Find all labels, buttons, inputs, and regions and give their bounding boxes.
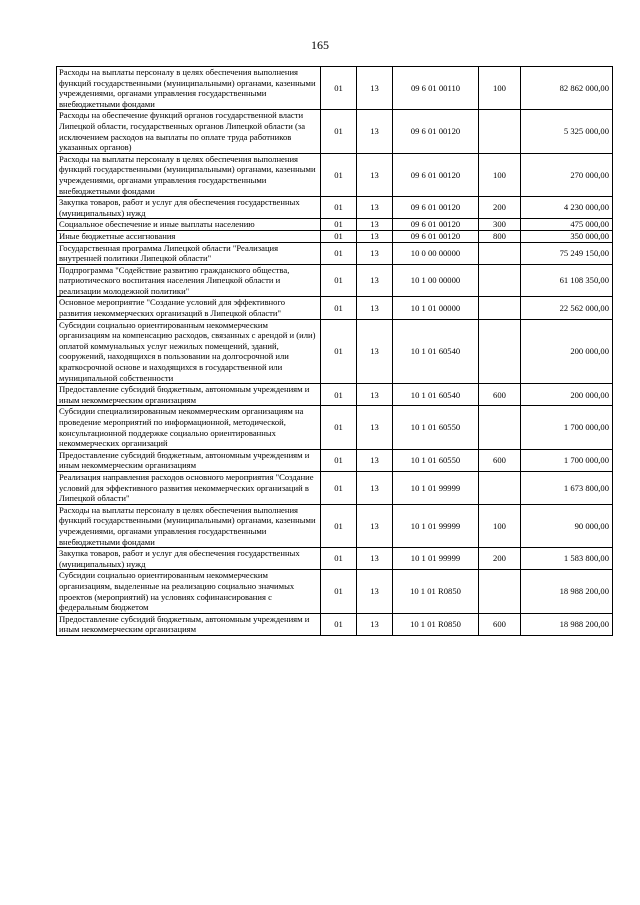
- row-expense-type: [479, 570, 521, 613]
- table-row: [57, 449, 613, 471]
- row-expense-type: 200: [479, 548, 521, 570]
- row-name: Субсидии социально ориентированным некоммерческим организациям на компенсацию расходов, связанных с арендой и (или) оплатой коммунальных услуг нежилых помещений, зданий, сооружений, находящихся в пользовании на долгосрочной или краткосрочной основе и находящихся в государственной или муниципальной собственности: [57, 319, 321, 384]
- row-name: Расходы на выплаты персоналу в целях обеспечения выполнения функций государственными (муниципальными) органами, казенными учреждениями, органами управления государственными внебюджетными фондами: [57, 504, 321, 547]
- row-amount: 4 230 000,00: [521, 197, 613, 219]
- row-expense-type: [479, 264, 521, 297]
- row-subsection: 13: [357, 297, 393, 319]
- row-subsection: 13: [357, 242, 393, 264]
- row-expense-type: 200: [479, 197, 521, 219]
- row-target-article: 09 6 01 00120: [393, 110, 479, 153]
- table-row: [57, 384, 613, 406]
- row-expense-type: [479, 319, 521, 384]
- row-section: 01: [321, 570, 357, 613]
- row-target-article: 10 1 01 60540: [393, 384, 479, 406]
- row-name: Основное мероприятие "Создание условий для эффективного развития некоммерческих организаций в Липецкой области": [57, 297, 321, 319]
- row-target-article: 09 6 01 00120: [393, 197, 479, 219]
- row-subsection: 13: [357, 384, 393, 406]
- row-expense-type: [479, 471, 521, 504]
- table-row: [57, 297, 613, 319]
- row-section: 01: [321, 406, 357, 449]
- row-amount: 90 000,00: [521, 504, 613, 547]
- row-expense-type: 100: [479, 504, 521, 547]
- table-row: [57, 471, 613, 504]
- row-amount: 1 700 000,00: [521, 406, 613, 449]
- row-name: Субсидии социально ориентированным некоммерческим организациям, выделенные на реализацию социально значимых проектов (мероприятий) на условиях софинансирования с федеральным бюджетом: [57, 570, 321, 613]
- row-amount: 18 988 200,00: [521, 613, 613, 635]
- row-name: Закупка товаров, работ и услуг для обеспечения государственных (муниципальных) нужд: [57, 548, 321, 570]
- row-amount: 475 000,00: [521, 219, 613, 231]
- table-row: [57, 504, 613, 547]
- row-subsection: 13: [357, 548, 393, 570]
- row-name: Расходы на выплаты персоналу в целях обеспечения выполнения функций государственными (муниципальными) органами, казенными учреждениями, органами управления государственными внебюджетными фондами: [57, 67, 321, 110]
- row-section: 01: [321, 264, 357, 297]
- row-target-article: 10 0 00 00000: [393, 242, 479, 264]
- row-amount: 1 700 000,00: [521, 449, 613, 471]
- row-subsection: 13: [357, 406, 393, 449]
- row-section: 01: [321, 297, 357, 319]
- table-row: [57, 153, 613, 196]
- row-name: Предоставление субсидий бюджетным, автономным учреждениям и иным некоммерческим организациям: [57, 384, 321, 406]
- row-name: Закупка товаров, работ и услуг для обеспечения государственных (муниципальных) нужд: [57, 197, 321, 219]
- table-row: [57, 67, 613, 110]
- table-row: [57, 264, 613, 297]
- row-target-article: 10 1 01 R0850: [393, 570, 479, 613]
- row-target-article: 09 6 01 00110: [393, 67, 479, 110]
- table-row: [57, 219, 613, 231]
- row-name: Социальное обеспечение и иные выплаты населению: [57, 219, 321, 231]
- row-subsection: 13: [357, 504, 393, 547]
- row-amount: 75 249 150,00: [521, 242, 613, 264]
- row-section: 01: [321, 504, 357, 547]
- row-section: 01: [321, 110, 357, 153]
- table-row: [57, 110, 613, 153]
- row-expense-type: 600: [479, 613, 521, 635]
- row-amount: 18 988 200,00: [521, 570, 613, 613]
- row-section: 01: [321, 613, 357, 635]
- row-subsection: 13: [357, 153, 393, 196]
- row-amount: 200 000,00: [521, 384, 613, 406]
- table-row: [57, 548, 613, 570]
- row-amount: 350 000,00: [521, 230, 613, 242]
- row-expense-type: 600: [479, 384, 521, 406]
- row-subsection: 13: [357, 197, 393, 219]
- row-name: Государственная программа Липецкой области "Реализация внутренней политики Липецкой области": [57, 242, 321, 264]
- row-target-article: 10 1 01 60540: [393, 319, 479, 384]
- row-name: Предоставление субсидий бюджетным, автономным учреждениям и иным некоммерческим организациям: [57, 449, 321, 471]
- row-section: 01: [321, 219, 357, 231]
- row-amount: 22 562 000,00: [521, 297, 613, 319]
- row-section: 01: [321, 67, 357, 110]
- row-name: Субсидии специализированным некоммерческим организациям на проведение мероприятий по информационной, методической, консультационной поддержке социально ориентированных некоммерческих организаций: [57, 406, 321, 449]
- row-amount: 61 108 350,00: [521, 264, 613, 297]
- row-target-article: 10 1 01 99999: [393, 504, 479, 547]
- row-section: 01: [321, 319, 357, 384]
- row-subsection: 13: [357, 219, 393, 231]
- table-row: [57, 319, 613, 384]
- table-row: [57, 242, 613, 264]
- budget-table: [56, 66, 613, 636]
- row-section: 01: [321, 384, 357, 406]
- row-name: Расходы на выплаты персоналу в целях обеспечения выполнения функций государственными (муниципальными) органами, казенными учреждениями, органами управления государственными внебюджетными фондами: [57, 153, 321, 196]
- table-row: [57, 570, 613, 613]
- row-amount: 200 000,00: [521, 319, 613, 384]
- row-section: 01: [321, 242, 357, 264]
- row-target-article: 10 1 01 99999: [393, 548, 479, 570]
- row-section: 01: [321, 471, 357, 504]
- row-amount: 1 583 800,00: [521, 548, 613, 570]
- row-amount: 82 862 000,00: [521, 67, 613, 110]
- row-subsection: 13: [357, 449, 393, 471]
- table-row: [57, 613, 613, 635]
- row-expense-type: 600: [479, 449, 521, 471]
- row-amount: 5 325 000,00: [521, 110, 613, 153]
- row-expense-type: [479, 110, 521, 153]
- row-amount: 1 673 800,00: [521, 471, 613, 504]
- row-target-article: 10 1 00 00000: [393, 264, 479, 297]
- row-target-article: 10 1 01 60550: [393, 406, 479, 449]
- table-row: [57, 230, 613, 242]
- row-expense-type: 100: [479, 153, 521, 196]
- row-target-article: 10 1 01 60550: [393, 449, 479, 471]
- row-target-article: 09 6 01 00120: [393, 153, 479, 196]
- row-subsection: 13: [357, 67, 393, 110]
- row-amount: 270 000,00: [521, 153, 613, 196]
- row-expense-type: [479, 242, 521, 264]
- row-section: 01: [321, 197, 357, 219]
- row-name: Иные бюджетные ассигнования: [57, 230, 321, 242]
- row-subsection: 13: [357, 471, 393, 504]
- row-target-article: 10 1 01 R0850: [393, 613, 479, 635]
- row-subsection: 13: [357, 570, 393, 613]
- table-row: [57, 406, 613, 449]
- row-target-article: 10 1 01 99999: [393, 471, 479, 504]
- row-name: Расходы на обеспечение функций органов государственной власти Липецкой области, государственных органов Липецкой области (за исключением расходов на выплаты по оплате труда работников указанных органов): [57, 110, 321, 153]
- row-target-article: 09 6 01 00120: [393, 219, 479, 231]
- page-number: 165: [311, 38, 329, 52]
- row-name: Подпрограмма "Содействие развитию гражданского общества, патриотического воспитания населения Липецкой области и реализации молодежной политики": [57, 264, 321, 297]
- row-subsection: 13: [357, 319, 393, 384]
- row-section: 01: [321, 230, 357, 242]
- row-subsection: 13: [357, 264, 393, 297]
- row-section: 01: [321, 449, 357, 471]
- row-section: 01: [321, 548, 357, 570]
- row-subsection: 13: [357, 230, 393, 242]
- row-expense-type: 800: [479, 230, 521, 242]
- row-expense-type: 100: [479, 67, 521, 110]
- row-expense-type: [479, 406, 521, 449]
- table-row: [57, 197, 613, 219]
- row-subsection: 13: [357, 613, 393, 635]
- row-name: Предоставление субсидий бюджетным, автономным учреждениям и иным некоммерческим организациям: [57, 613, 321, 635]
- row-expense-type: [479, 297, 521, 319]
- row-section: 01: [321, 153, 357, 196]
- row-target-article: 10 1 01 00000: [393, 297, 479, 319]
- row-expense-type: 300: [479, 219, 521, 231]
- row-target-article: 09 6 01 00120: [393, 230, 479, 242]
- row-name: Реализация направления расходов основного мероприятия "Создание условий для эффективного развития некоммерческих организаций в Липецкой области": [57, 471, 321, 504]
- row-subsection: 13: [357, 110, 393, 153]
